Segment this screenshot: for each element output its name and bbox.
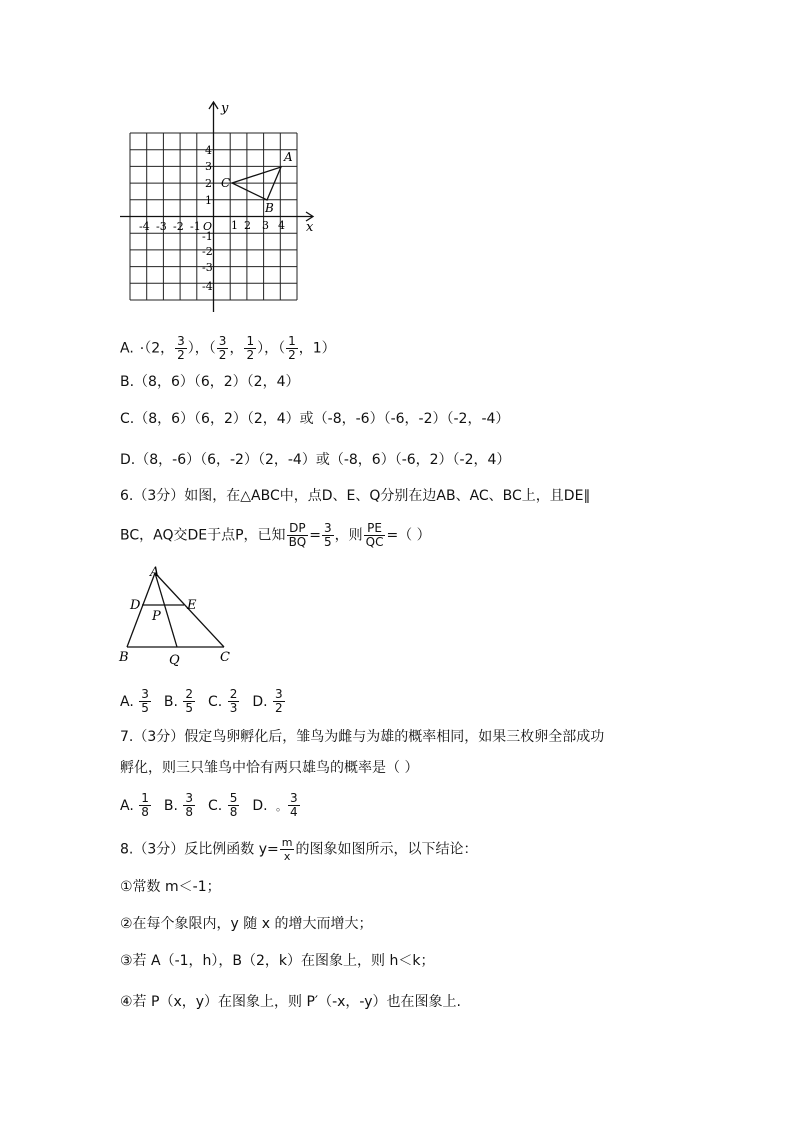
y-tick-label: -3	[202, 261, 213, 274]
option-b	[163, 687, 196, 715]
y-tick-label: 2	[205, 177, 212, 190]
fraction-m-x	[280, 836, 295, 863]
text: ，则	[334, 527, 363, 544]
numerator: 3	[323, 521, 332, 535]
fraction	[183, 792, 195, 819]
denominator: x	[283, 850, 291, 863]
text: ），（	[257, 340, 286, 357]
x-tick-label: -3	[156, 220, 167, 233]
point-b-label: B	[265, 201, 274, 215]
option-label: D.	[252, 797, 268, 814]
denominator: 5	[141, 701, 149, 715]
fraction	[217, 335, 229, 362]
q5-option-c: C.（8，6）（6，2）（2，4）或（-8，-6）（-6，-2）（-2，-4）	[120, 411, 510, 427]
numerator: 1	[246, 334, 255, 348]
q6-line-1: 6.（3分）如图，在△ABC中，点D、E、Q分别在边AB、AC、BC上，且DE∥	[120, 488, 591, 504]
option-label: C.	[208, 693, 223, 710]
coordinate-grid-figure	[115, 98, 325, 316]
small-mark: 。	[276, 799, 288, 813]
fraction	[175, 335, 187, 362]
denominator: 2	[177, 348, 185, 362]
q8-conclusion-2: ②在每个象限内，y 随 x 的增大而增大；	[120, 916, 373, 932]
label-c: C	[220, 650, 230, 665]
numerator: 3	[141, 687, 149, 701]
y-tick-label: -1	[202, 230, 213, 243]
x-tick-label: -1	[190, 220, 201, 233]
denominator: 2	[246, 348, 255, 362]
q8-conclusion-4: ④若 P（x，y）在图象上，则 P′（-x，-y）也在图象上.	[120, 994, 461, 1010]
x-axis-label: x	[306, 220, 314, 235]
option-d	[252, 791, 300, 819]
fraction	[183, 688, 195, 715]
point-c-label: C	[221, 176, 231, 190]
x-tick-label: 1	[231, 219, 238, 232]
q7-line-1: 7.（3分）假定鸟卵孵化后，雏鸟为雌与为雄的概率相同，如果三枚卵全部成功	[120, 729, 605, 745]
q8-line-1	[120, 836, 477, 863]
label-d: D	[130, 598, 141, 613]
denominator: 2	[218, 348, 227, 362]
y-axis-label: y	[221, 101, 229, 116]
x-tick-label: 2	[244, 219, 251, 232]
y-tick-label: 3	[205, 160, 212, 173]
option-label: D.	[252, 693, 268, 710]
fraction	[273, 688, 285, 715]
denominator: 5	[185, 701, 194, 715]
x-tick-label: 4	[278, 219, 285, 232]
y-tick-label: -2	[202, 245, 213, 258]
text: 8.（3分）反比例函数 y=	[120, 841, 279, 858]
x-tick-label: -2	[173, 220, 184, 233]
y-tick-label: -4	[202, 280, 213, 293]
denominator: 2	[288, 348, 296, 362]
origin-label: O	[203, 220, 213, 233]
text: ，1）	[298, 340, 336, 357]
denominator: 8	[229, 805, 238, 819]
q5-option-a	[120, 335, 336, 362]
option-label: A.	[120, 693, 134, 710]
option-a	[120, 791, 152, 819]
denominator: QC	[365, 535, 384, 549]
option-c	[208, 687, 240, 715]
fraction	[139, 688, 151, 715]
numerator: 3	[275, 687, 283, 701]
q5-option-d: D.（8，-6）（6，-2）（2，-4）或（-8，6）（-6，2）（-2，4）	[120, 452, 511, 468]
text: 的图象如图所示，以下结论：	[295, 841, 478, 858]
q5-option-b: B.（8，6）（6，2）（2，4）	[120, 374, 300, 390]
x-tick-label: -4	[139, 220, 150, 233]
numerator: DP	[287, 522, 309, 536]
fraction	[288, 792, 300, 819]
text: ，	[229, 340, 244, 357]
numerator: 3	[290, 791, 298, 805]
numerator: 3	[177, 334, 185, 348]
point-a-label: A	[284, 150, 293, 164]
q8-conclusion-1: ①常数 m＜-1；	[120, 879, 221, 895]
numerator: 3	[185, 791, 194, 805]
numerator: m	[281, 836, 293, 849]
denominator: 3	[229, 701, 238, 715]
dot-mark: ·	[139, 340, 145, 357]
denominator: 8	[141, 805, 149, 819]
denominator: 8	[185, 805, 194, 819]
fraction-dp-bq	[287, 522, 309, 549]
option-a	[120, 687, 152, 715]
option-c	[208, 791, 240, 819]
option-label: C.	[208, 797, 223, 814]
denominator: 4	[290, 805, 298, 819]
q8-conclusion-3: ③若 A（-1，h），B（2，k）在图象上，则 h＜k；	[120, 953, 435, 969]
text: =	[309, 527, 321, 544]
label-b: B	[119, 650, 129, 665]
fraction	[286, 335, 298, 362]
denominator: 5	[323, 535, 332, 549]
option-b	[163, 791, 196, 819]
numerator: PE	[364, 522, 386, 536]
fraction	[244, 335, 256, 362]
option-label: A.	[120, 797, 134, 814]
x-tick-label: 3	[262, 219, 269, 232]
text: =（ ）	[386, 527, 431, 544]
numerator: 3	[218, 334, 227, 348]
option-label: B.	[163, 797, 178, 814]
option-d	[252, 687, 285, 715]
denominator: 2	[275, 701, 283, 715]
q6-options	[120, 688, 286, 715]
q6-line-2	[120, 522, 431, 549]
fraction	[139, 792, 151, 819]
label-a: A	[150, 565, 160, 580]
fraction	[228, 688, 240, 715]
label-q: Q	[169, 653, 180, 668]
option-label: A.	[120, 340, 134, 357]
label-e: E	[187, 598, 197, 613]
denominator: BQ	[288, 535, 307, 549]
q7-line-2: 孵化，则三只雏鸟中恰有两只雄鸟的概率是（ ）	[120, 760, 419, 776]
text: （2，	[144, 340, 175, 357]
text: BC，AQ交DE于点P，已知	[120, 527, 286, 544]
text: ），（	[187, 340, 216, 357]
y-tick-label: 1	[205, 194, 212, 207]
fraction	[228, 792, 240, 819]
numerator: 1	[288, 334, 296, 348]
fraction	[322, 522, 334, 549]
option-label: B.	[163, 693, 178, 710]
triangle-figure-q6	[112, 562, 242, 668]
y-tick-label: 4	[205, 144, 212, 157]
numerator: 2	[229, 687, 238, 701]
numerator: 1	[141, 791, 149, 805]
q7-options	[120, 792, 301, 819]
numerator: 5	[229, 791, 238, 805]
numerator: 2	[185, 687, 194, 701]
fraction-pe-qc	[364, 522, 386, 549]
label-p: P	[152, 609, 161, 624]
